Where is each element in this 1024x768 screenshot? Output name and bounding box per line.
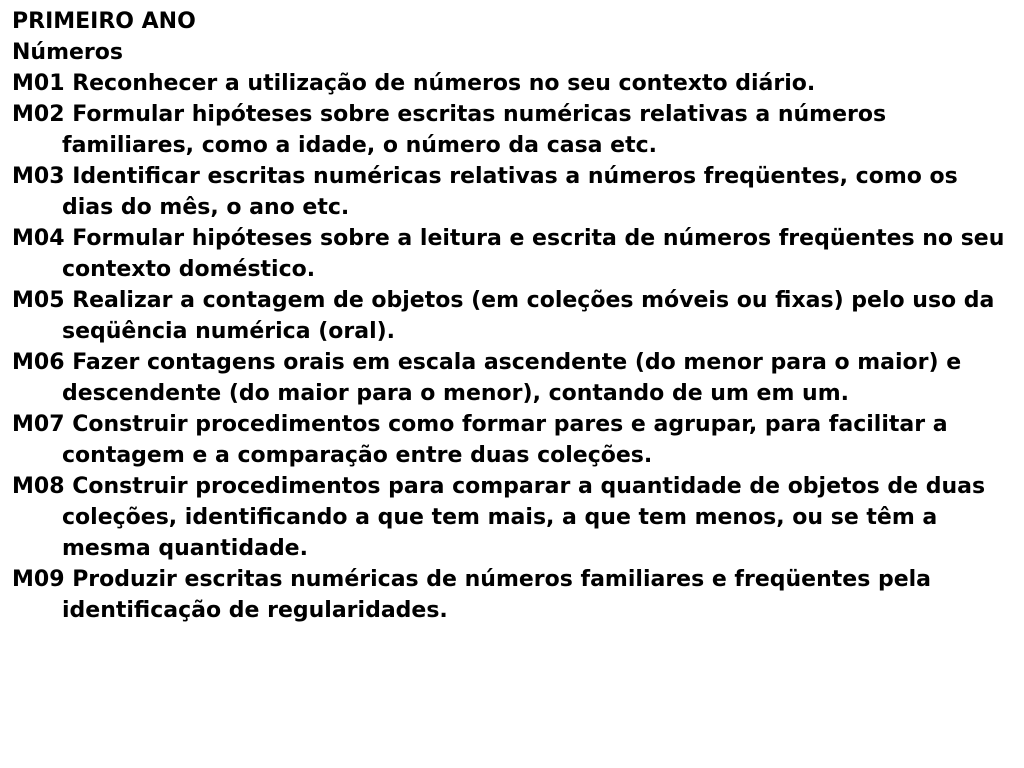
document-title: PRIMEIRO ANO [12,9,196,34]
objective-item-m03 [12,161,1016,223]
objective-text: Construir procedimentos para comparar a quantidade de objetos de duas coleções, identificando a que tem mais, a que tem menos, ou se têm a mesma quantidade. [62,474,986,561]
objective-item-m02 [12,99,1016,161]
objective-text: Realizar a contagem de objetos (em coleções móveis ou fixas) pelo uso da seqüência numérica (oral). [62,288,995,344]
objective-text: Reconhecer a utilização de números no seu contexto diário. [72,71,816,96]
objective-text: Fazer contagens orais em escala ascendente (do menor para o maior) e descendente (do maior para o menor), contando de um em um. [62,350,962,406]
objective-code: M02 [12,102,65,127]
objective-text: Identificar escritas numéricas relativas a números freqüentes, como os dias do mês, o ano etc. [62,164,958,220]
objective-code: M05 [12,288,65,313]
objective-code: M01 [12,71,65,96]
objective-text: Construir procedimentos como formar pares e agrupar, para facilitar a contagem e a comparação entre duas coleções. [62,412,948,468]
objective-item-m01 [12,68,1016,99]
objective-item-m04 [12,223,1016,285]
objective-code: M03 [12,164,65,189]
objective-text: Produzir escritas numéricas de números familiares e freqüentes pela identificação de regularidades. [62,567,932,623]
objective-text: Formular hipóteses sobre escritas numéricas relativas a números familiares, como a idade, o número da casa etc. [62,102,887,158]
objective-item-m06 [12,347,1016,409]
objective-text: Formular hipóteses sobre a leitura e escrita de números freqüentes no seu contexto doméstico. [62,226,1005,282]
objective-code: M04 [12,226,65,251]
objective-item-m05 [12,285,1016,347]
objective-item-m07 [12,409,1016,471]
objective-item-m08 [12,471,1016,564]
section-title: Números [12,40,123,65]
document-page [12,6,1016,626]
objective-code: M07 [12,412,65,437]
objective-code: M09 [12,567,65,592]
objective-code: M06 [12,350,65,375]
objective-code: M08 [12,474,65,499]
objective-item-m09 [12,564,1016,626]
objective-list [12,68,1016,626]
